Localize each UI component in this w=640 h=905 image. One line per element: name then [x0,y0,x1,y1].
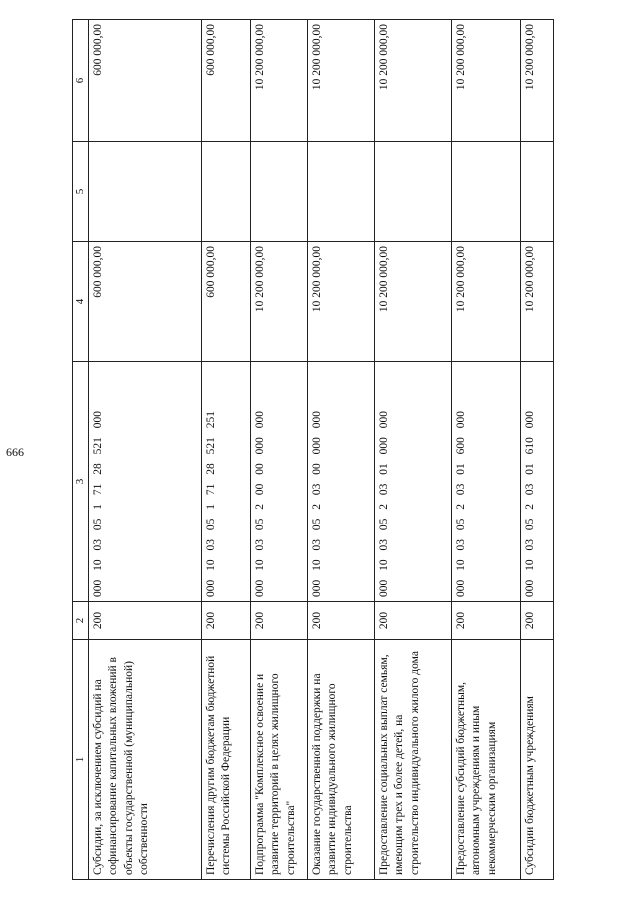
row-budget-code: 000 10 03 05 1 71 28 521 000 [88,362,201,602]
row-approved-amount: 600 000,00 [88,242,201,362]
row-line-code: 200 [451,602,520,640]
table-row [88,20,201,880]
row-budget-code: 000 10 03 05 2 03 01 600 000 [451,362,520,602]
row-approved-amount: 600 000,00 [201,242,250,362]
row-approved-amount: 10 200 000,00 [307,242,374,362]
row-executed-amount: 10 200 000,00 [374,20,451,142]
table-row [520,20,553,880]
row-name: Субсидии бюджетным учреждениям [520,640,553,880]
row-budget-code: 000 10 03 05 2 03 01 610 000 [520,362,553,602]
header-cell-5: 5 [73,142,89,242]
row-col5 [88,142,201,242]
row-line-code: 200 [250,602,307,640]
page-number: 666 [6,445,24,459]
table-row [201,20,250,880]
row-col5 [250,142,307,242]
budget-table-rotated [72,20,572,880]
table-header-row [73,20,89,880]
row-name: Субсидии, за исключением субсидий на софинансирование капитальных вложений в объекты государственной (муниципальной) собственности [88,640,201,880]
header-cell-1: 1 [73,640,89,880]
row-name: Предоставление субсидий бюджетным, автономным учреждениям и иным некоммерческим организациям [451,640,520,880]
row-line-code: 200 [307,602,374,640]
header-cell-4: 4 [73,242,89,362]
row-budget-code: 000 10 03 05 2 03 01 000 000 [374,362,451,602]
header-cell-6: 6 [73,20,89,142]
row-budget-code: 000 10 03 05 2 03 00 000 000 [307,362,374,602]
row-executed-amount: 10 200 000,00 [250,20,307,142]
row-name: Перечисления другим бюджетам бюджетной системы Российской Федерации [201,640,250,880]
row-approved-amount: 10 200 000,00 [451,242,520,362]
row-col5 [520,142,553,242]
table-row [451,20,520,880]
row-name: Подпрограмма "Комплексное освоение и развитие территорий в целях жилищного строительства" [250,640,307,880]
row-name: Предоставление социальных выплат семьям, имеющим трех и более детей, на строительство индивидуального жилого дома [374,640,451,880]
row-approved-amount: 10 200 000,00 [250,242,307,362]
row-budget-code: 000 10 03 05 1 71 28 521 251 [201,362,250,602]
row-line-code: 200 [374,602,451,640]
row-col5 [374,142,451,242]
header-cell-3: 3 [73,362,89,602]
row-executed-amount: 600 000,00 [201,20,250,142]
row-approved-amount: 10 200 000,00 [374,242,451,362]
table-row [250,20,307,880]
row-executed-amount: 10 200 000,00 [451,20,520,142]
row-col5 [307,142,374,242]
row-executed-amount: 600 000,00 [88,20,201,142]
row-name: Оказание государственной поддержки на развитие индивидуального жилищного строительства [307,640,374,880]
table-row [307,20,374,880]
row-line-code: 200 [88,602,201,640]
row-executed-amount: 10 200 000,00 [307,20,374,142]
row-col5 [201,142,250,242]
header-cell-2: 2 [73,602,89,640]
row-line-code: 200 [201,602,250,640]
budget-table [72,19,554,880]
row-approved-amount: 10 200 000,00 [520,242,553,362]
table-row [374,20,451,880]
row-line-code: 200 [520,602,553,640]
row-executed-amount: 10 200 000,00 [520,20,553,142]
row-budget-code: 000 10 03 05 2 00 00 000 000 [250,362,307,602]
row-col5 [451,142,520,242]
